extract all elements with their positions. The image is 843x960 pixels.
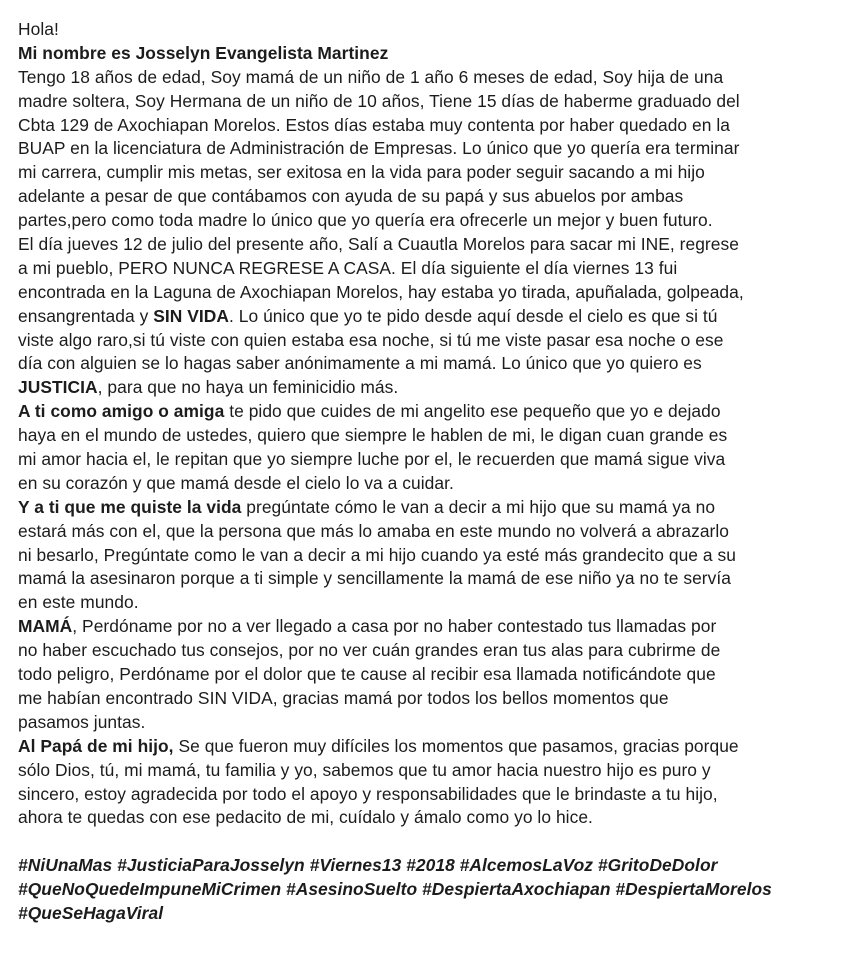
text-segment: encontrada en la Laguna de Axochiapan Morelos, hay estaba yo tirada, apuñalada, golpeada, xyxy=(18,281,744,302)
bold-text-segment: Y a ti que me quiste la vida xyxy=(18,496,242,517)
text-segment: Hola! xyxy=(18,19,59,39)
text-segment: El día jueves 12 de julio del presente año, Salí a Cuautla Morelos para sacar mi INE, regrese xyxy=(18,234,739,255)
bold-text-segment: MAMÁ xyxy=(18,616,73,637)
bold-text-segment: A ti como amigo o amiga xyxy=(18,401,225,422)
bold-text-segment: Mi nombre es Josselyn Evangelista Martinez xyxy=(18,42,389,63)
text-segment: pasamos juntas. xyxy=(18,711,146,732)
text-line xyxy=(18,496,833,520)
text-segment: . Lo único que yo te pido desde aquí desde el cielo es que si tú xyxy=(228,305,718,326)
text-line xyxy=(18,567,833,591)
text-line xyxy=(18,114,833,138)
text-segment: en este mundo. xyxy=(18,592,139,613)
text-line xyxy=(18,615,833,639)
text-line xyxy=(18,591,833,615)
text-segment: en su corazón y que mamá desde el cielo lo va a cuidar. xyxy=(18,472,454,493)
text-line xyxy=(18,352,833,376)
text-line xyxy=(18,209,833,233)
paragraph-spacer xyxy=(18,830,833,854)
text-segment: ahora te quedas con ese pedacito de mi, cuídalo y ámalo como yo lo hice. xyxy=(18,807,593,828)
text-segment: Cbta 129 de Axochiapan Morelos. Estos días estaba muy contenta por haber quedado en la xyxy=(18,114,730,135)
text-line xyxy=(18,257,833,281)
text-line xyxy=(18,305,833,329)
text-segment: mi carrera, cumplir mis metas, ser exitosa en la vida para poder seguir sacando a mi hijo xyxy=(18,162,705,183)
text-line xyxy=(18,18,833,42)
text-segment: te pido que cuides de mi angelito ese pequeño que yo e dejado xyxy=(224,401,721,422)
text-line xyxy=(18,66,833,90)
text-segment: a mi pueblo, PERO NUNCA REGRESE A CASA. El día siguiente el día viernes 13 fui xyxy=(18,257,678,278)
text-line xyxy=(18,806,833,830)
text-line xyxy=(18,185,833,209)
text-segment: mi amor hacia el, le repitan que yo siempre luche por el, le recuerden que mamá sigue viva xyxy=(18,449,726,470)
text-line xyxy=(18,233,833,257)
text-line xyxy=(18,137,833,161)
text-segment: adelante a pesar de que contábamos con ayuda de su papá y sus abuelos por ambas xyxy=(18,186,684,207)
text-segment: partes,pero como toda madre lo único que yo quería era ofrecerle un mejor y buen futuro. xyxy=(18,210,713,231)
post-text xyxy=(18,18,833,926)
bold-text-segment: Al Papá de mi hijo, xyxy=(18,735,174,756)
text-segment: estará más con el, que la persona que más lo amaba en este mundo no volverá a abrazarlo xyxy=(18,520,730,541)
text-line xyxy=(18,90,833,114)
text-segment: no haber escuchado tus consejos, por no ver cuán grandes eran tus alas para cubrirme de xyxy=(18,640,721,661)
text-segment: haya en el mundo de ustedes, quiero que siempre le hablen de mi, le digan cuan grande es xyxy=(18,425,728,446)
text-segment: BUAP en la licenciatura de Administración de Empresas. Lo único que yo quería era terminar xyxy=(18,138,740,159)
bold-text-segment: JUSTICIA xyxy=(18,377,98,398)
text-segment: mamá la asesinaron porque a ti simple y sencillamente la mamá de ese niño ya no te servía xyxy=(18,568,731,589)
text-line xyxy=(18,472,833,496)
text-segment: viste algo raro,si tú viste con quien estaba esa noche, si tú me viste pasar esa noche o ese xyxy=(18,329,724,350)
text-line xyxy=(18,687,833,711)
text-line xyxy=(18,42,833,66)
text-line xyxy=(18,711,833,735)
text-line xyxy=(18,448,833,472)
text-segment: ensangrentada y xyxy=(18,305,154,326)
text-line xyxy=(18,544,833,568)
text-line xyxy=(18,520,833,544)
bold-text-segment: SIN VIDA xyxy=(153,305,229,326)
post-body xyxy=(18,18,833,830)
hashtag-line: #NiUnaMas #JusticiaParaJosselyn #Viernes13 #2018 #AlcemosLaVoz #GritoDeDolor xyxy=(18,855,718,876)
text-line xyxy=(18,376,833,400)
hashtag-line: #QueSeHagaViral xyxy=(18,902,164,923)
text-line xyxy=(18,400,833,424)
text-segment: sólo Dios, tú, mi mamá, tu familia y yo, sabemos que tu amor hacia nuestro hijo es puro y xyxy=(18,759,711,780)
text-segment: sincero, estoy agradecida por todo el apoyo y responsabilidades que le brindaste a tu hijo, xyxy=(18,783,718,804)
text-segment: ni besarlo, Pregúntate como le van a decir a mi hijo cuando ya esté más grandecito que a su xyxy=(18,544,736,565)
text-line xyxy=(18,329,833,353)
text-line xyxy=(18,759,833,783)
text-segment: me habían encontrado SIN VIDA, gracias mamá por todos los bellos momentos que xyxy=(18,687,669,708)
text-line xyxy=(18,663,833,687)
text-line xyxy=(18,161,833,185)
text-line xyxy=(18,424,833,448)
text-segment: madre soltera, Soy Hermana de un niño de 10 años, Tiene 15 días de haberme graduado del xyxy=(18,90,740,111)
text-line xyxy=(18,281,833,305)
text-line xyxy=(18,783,833,807)
hashtag-line: #QueNoQuedeImpuneMiCrimen #AsesinoSuelto #DespiertaAxochiapan #DespiertaMorelos xyxy=(18,879,772,900)
text-segment: , Perdóname por no a ver llegado a casa por no haber contestado tus llamadas por xyxy=(72,616,717,637)
text-segment: , para que no haya un feminicidio más. xyxy=(97,377,399,398)
text-line xyxy=(18,639,833,663)
text-segment: todo peligro, Perdóname por el dolor que te cause al recibir esa llamada notificándote que xyxy=(18,664,716,685)
text-segment: Tengo 18 años de edad, Soy mamá de un niño de 1 año 6 meses de edad, Soy hija de una xyxy=(18,66,724,87)
hashtag-block xyxy=(18,854,833,926)
text-line xyxy=(18,735,833,759)
text-segment: pregúntate cómo le van a decir a mi hijo que su mamá ya no xyxy=(241,496,716,517)
text-segment: día con alguien se lo hagas saber anónimamente a mi mamá. Lo único que yo quiero es xyxy=(18,353,702,374)
text-segment: Se que fueron muy difíciles los momentos que pasamos, gracias porque xyxy=(173,735,739,756)
